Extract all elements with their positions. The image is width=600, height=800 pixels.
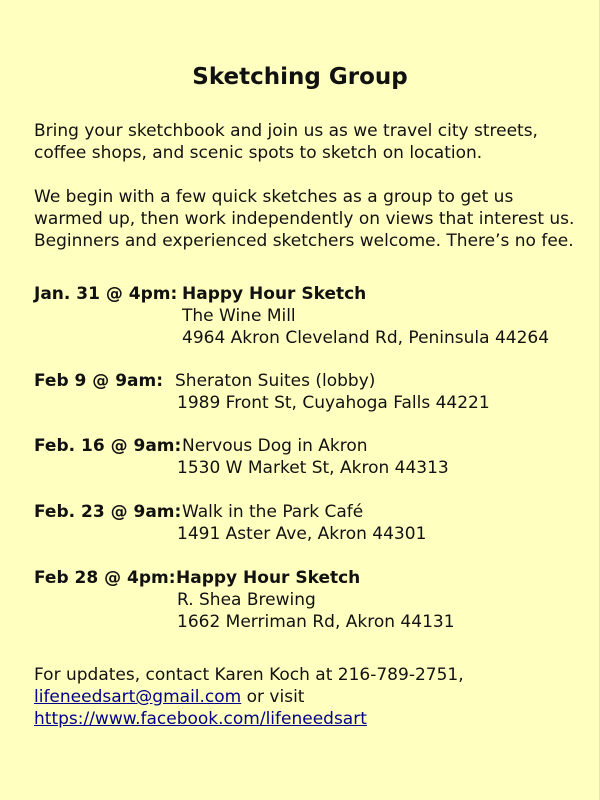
event-address: 1662 Merriman Rd, Akron 44131 xyxy=(177,612,455,632)
event-name: Happy Hour Sketch xyxy=(176,568,361,588)
event-address: 1530 W Market St, Akron 44313 xyxy=(177,458,449,478)
contact-info xyxy=(34,664,594,730)
event-item xyxy=(34,567,594,633)
event-item xyxy=(34,370,594,414)
event-address: 1989 Front St, Cuyahoga Falls 44221 xyxy=(177,393,490,413)
event-address: 1491 Aster Ave, Akron 44301 xyxy=(177,524,427,544)
email-link[interactable]: lifeneedsart@gmail.com xyxy=(34,687,242,707)
event-name: Nervous Dog in Akron xyxy=(182,436,368,456)
contact-visit-text: or visit xyxy=(241,687,305,707)
event-item xyxy=(34,501,594,545)
event-name: Happy Hour Sketch xyxy=(182,284,367,304)
event-date: Feb 28 @ 4pm: xyxy=(34,568,176,588)
event-item xyxy=(34,435,594,479)
facebook-link[interactable]: https://www.facebook.com/lifeneedsart xyxy=(34,709,367,729)
event-date: Feb. 16 @ 9am: xyxy=(34,436,182,456)
event-date: Jan. 31 @ 4pm: xyxy=(34,284,178,304)
event-date: Feb. 23 @ 9am: xyxy=(34,502,182,522)
event-venue: The Wine Mill xyxy=(182,306,296,326)
intro-paragraph-2: We begin with a few quick sketches as a group to get us warmed up, then work independently on views that interest us. Beginners and experienced sketchers welcome. There’s no fee. xyxy=(34,187,575,251)
event-name: Sheraton Suites (lobby) xyxy=(175,371,376,391)
event-name: Walk in the Park Café xyxy=(182,502,364,522)
event-address: 4964 Akron Cleveland Rd, Peninsula 44264 xyxy=(182,328,550,348)
event-venue: R. Shea Brewing xyxy=(177,590,316,610)
event-date: Feb 9 @ 9am: xyxy=(34,371,164,391)
page-title: Sketching Group xyxy=(192,64,408,90)
contact-text: For updates, contact Karen Koch at 216-789-2751, xyxy=(34,665,464,685)
intro-paragraph-1: Bring your sketchbook and join us as we travel city streets, coffee shops, and scenic spots to sketch on location. xyxy=(34,121,538,163)
event-item xyxy=(34,283,594,349)
